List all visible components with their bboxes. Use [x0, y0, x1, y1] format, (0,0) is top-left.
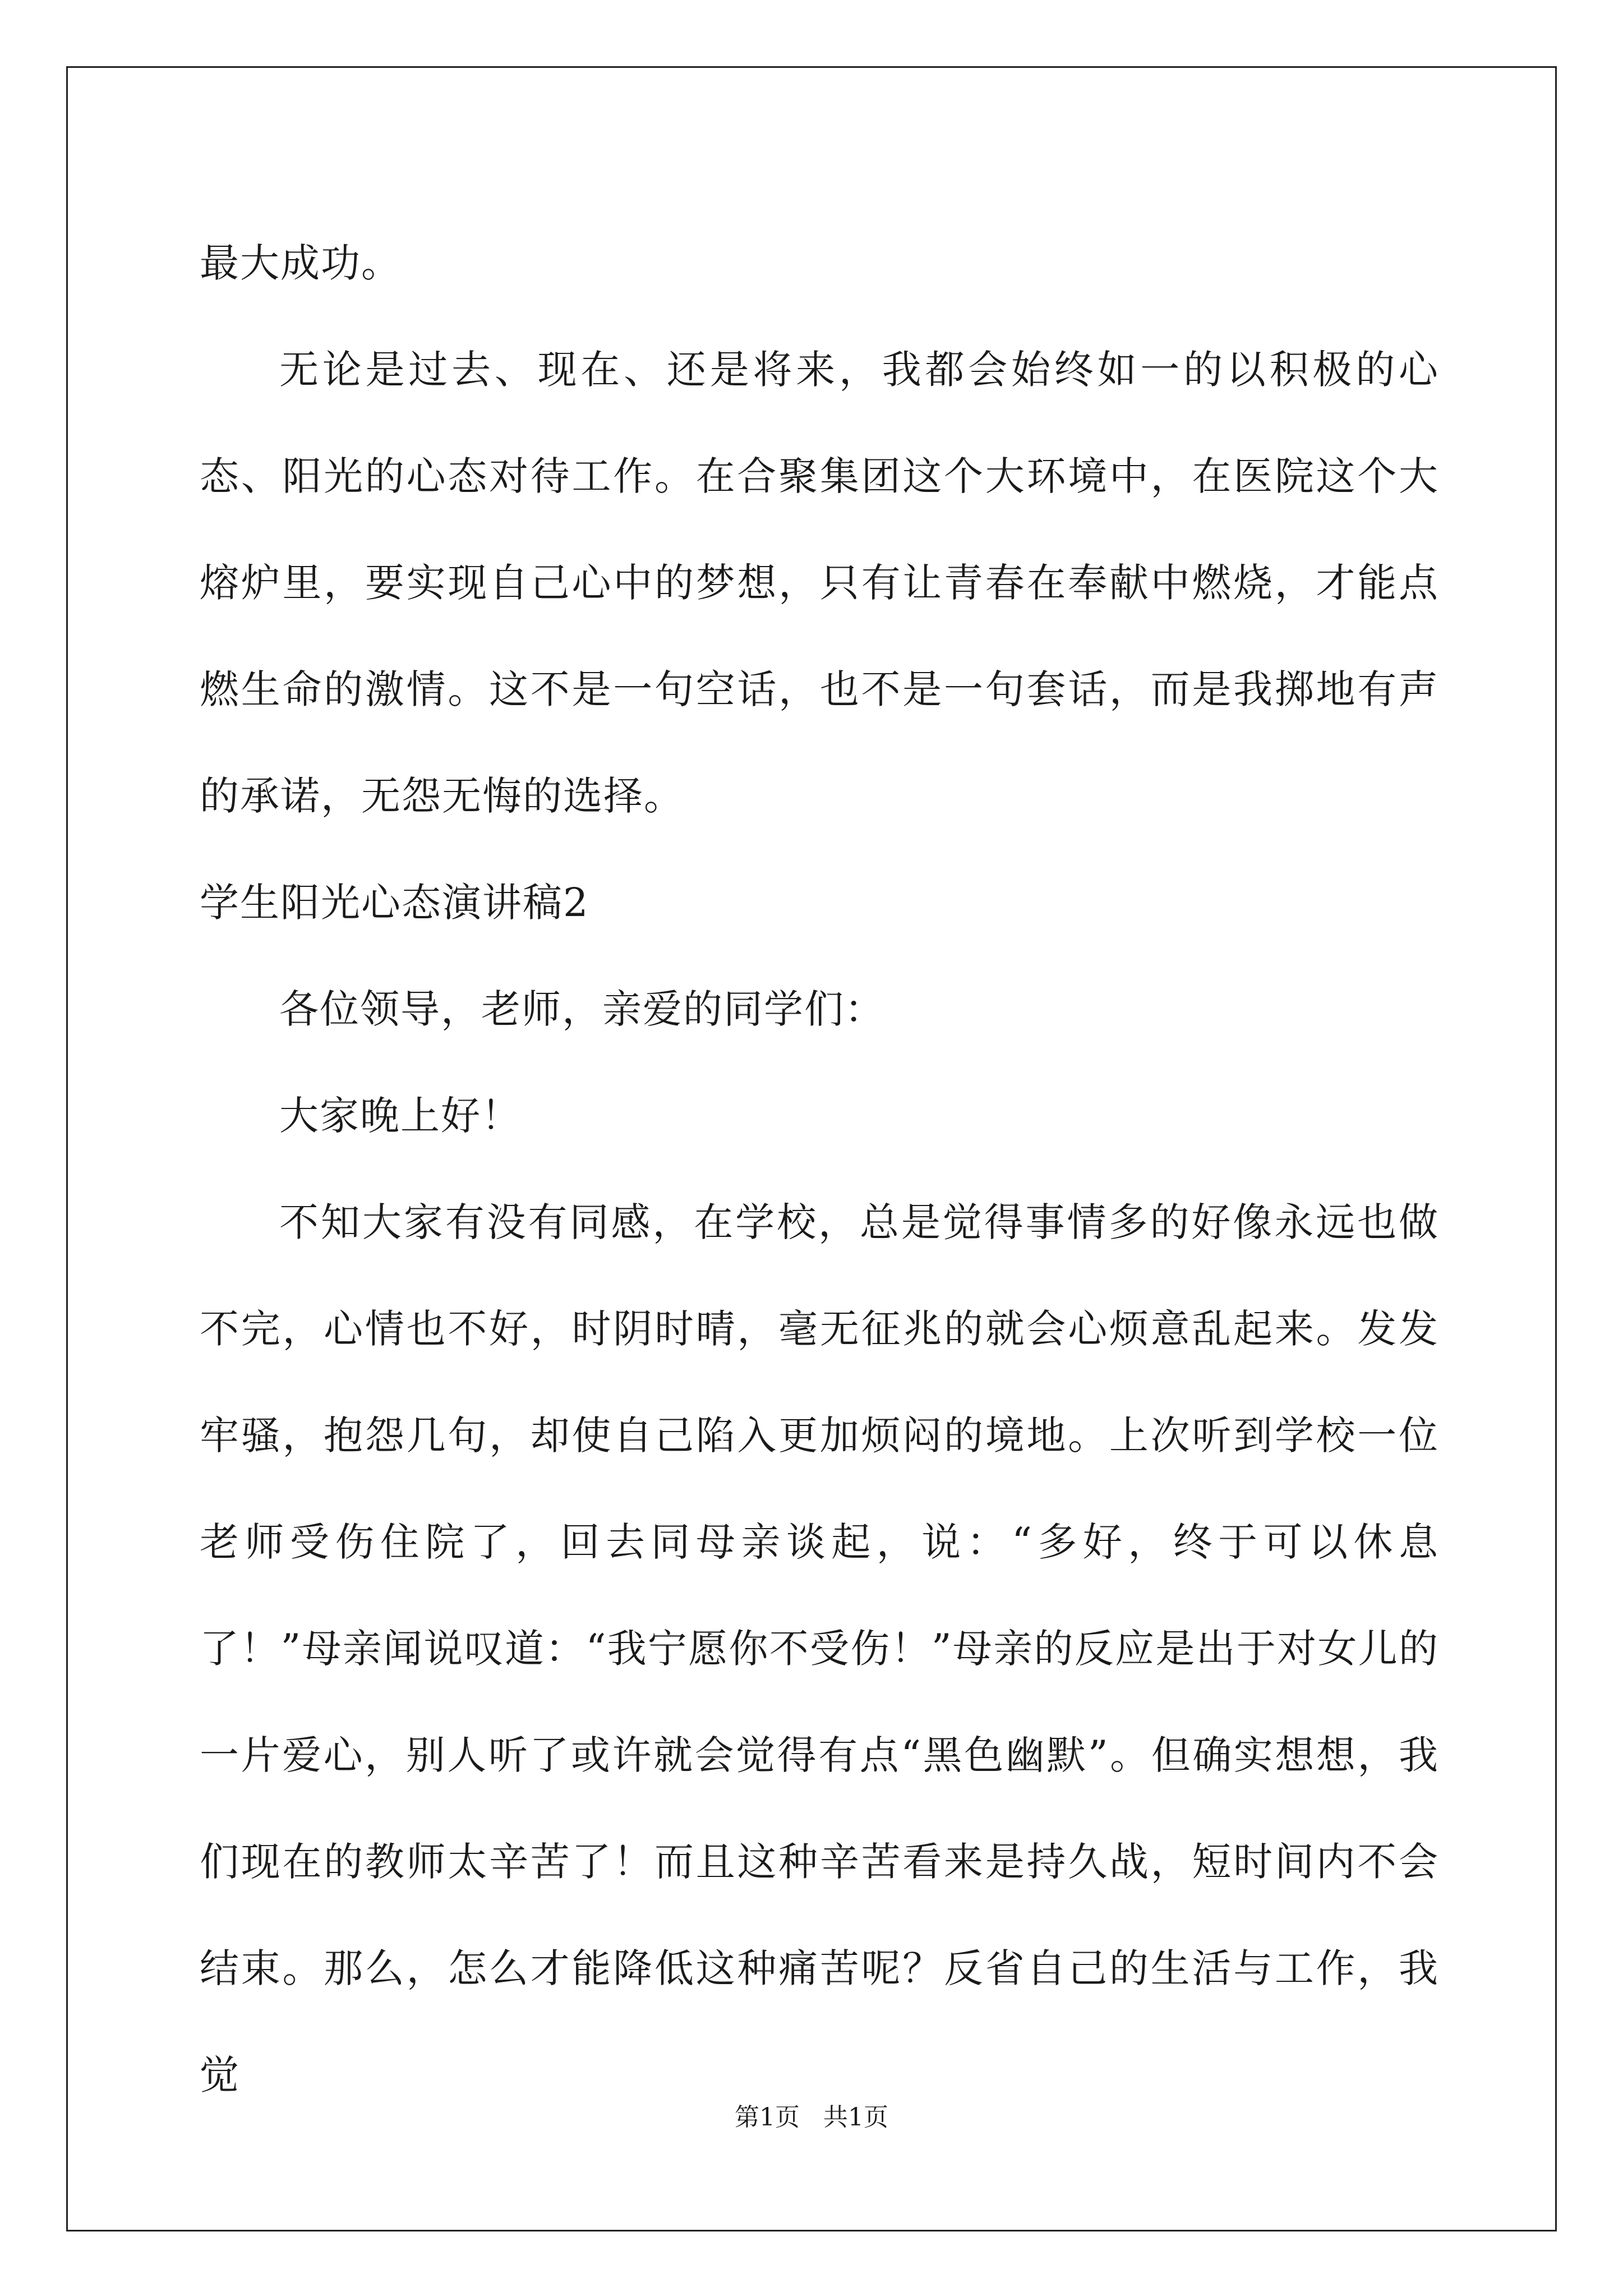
section-heading: 学生阳光心态演讲稿2 — [200, 880, 589, 926]
paragraph: 不知大家有没有同感，在学校，总是觉得事情多的好像永远也做不完，心情也不好，时阴时晴，毫无征兆的就会心烦意乱起来。发发牢骚，抱怨几句，却使自己陷入更加烦闷的境地。上次听到学校一位老师受伤住院了，回去同母亲谈起，说：“多好，终于可以休息了！”母亲闻说叹道：“我宁愿你不受伤！”母亲的反应是出于对女儿的一片爱心，别人听了或许就会觉得有点“黑色幽默”。但确实想想，我们现在的教师太辛苦了！而且这种辛苦看来是持久战，短时间内不会结束。那么，怎么才能降低这种痛苦呢？反省自己的生活与工作，我觉 — [200, 1199, 1439, 2098]
paragraph-greeting: 大家晚上好！ — [279, 1093, 522, 1139]
paragraph: 最大成功。 — [200, 240, 402, 286]
paragraph: 无论是过去、现在、还是将来，我都会始终如一的以积极的心态、阳光的心态对待工作。在合聚集团这个大环境中，在医院这个大熔炉里，要实现自己心中的梦想，只有让青春在奉献中燃烧，才能点燃生命的激情。这不是一句空话，也不是一句套话，而是我掷地有声的承诺，无怨无悔的选择。 — [200, 347, 1439, 819]
document-body — [200, 210, 1439, 2128]
page-footer: 第1页 共1页 — [735, 2103, 888, 2132]
paragraph-salutation: 各位领导，老师，亲爱的同学们： — [279, 986, 885, 1032]
